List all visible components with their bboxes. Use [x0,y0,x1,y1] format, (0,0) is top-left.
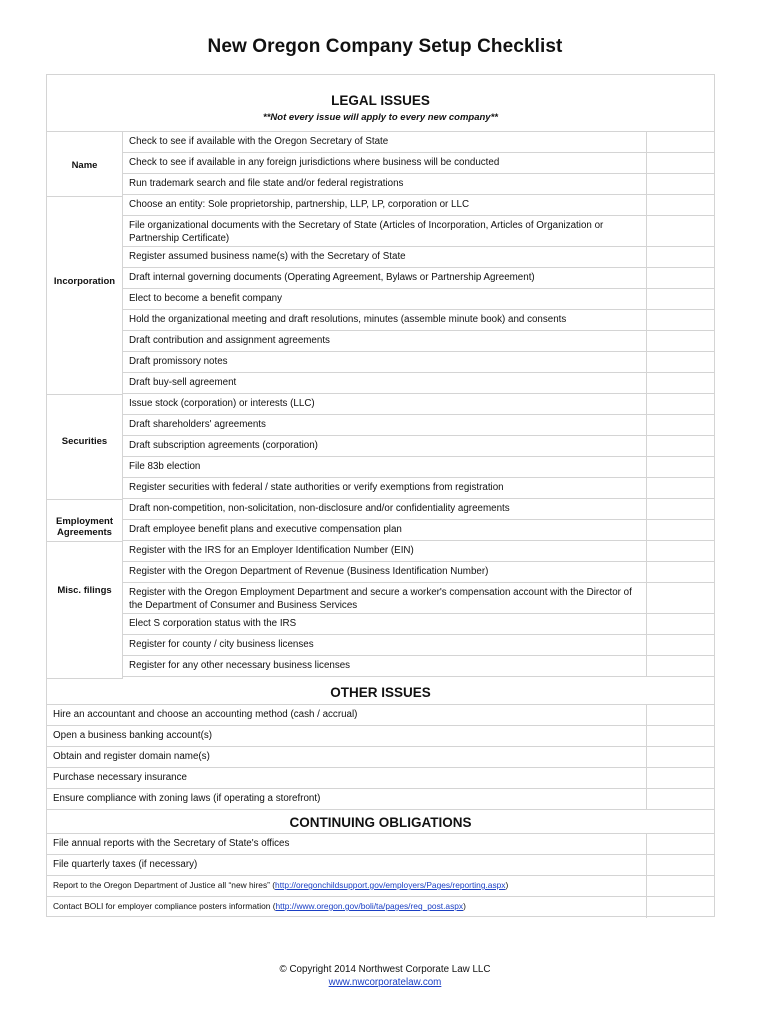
category-name [47,132,123,197]
item-text: Register with the Oregon Department of Revenue (Business Identification Number) [129,566,489,577]
checkbox-cell[interactable] [646,876,715,896]
copyright-text: © Copyright 2014 Northwest Corporate Law LLC [279,964,491,975]
item-text: File quarterly taxes (if necessary) [53,859,198,870]
checklist-row [47,855,714,876]
checklist-row [123,216,714,247]
checklist-row [47,726,714,747]
item-text: Draft buy-sell agreement [129,377,237,388]
item-text: Hire an accountant and choose an accounting method (cash / accrual) [53,709,358,720]
checkbox-cell[interactable] [646,436,715,456]
checklist-row [123,478,714,499]
checklist-row [47,747,714,768]
checkbox-cell[interactable] [646,726,715,746]
checklist-row [47,705,714,726]
checklist-row [123,352,714,373]
checklist-row [123,614,714,635]
item-text: Draft shareholders' agreements [129,419,266,430]
item-text: File organizational documents with the Secretary of State (Articles of Incorporation, Articles of Organization or Partnership Certificate) [129,220,604,244]
checkbox-cell[interactable] [646,268,715,288]
checkbox-cell[interactable] [646,352,715,372]
boli-posters-link[interactable]: http://www.oregon.gov/boli/ta/pages/req_post.aspx [275,901,464,911]
checkbox-cell[interactable] [646,855,715,875]
page-title: New Oregon Company Setup Checklist [207,36,563,57]
item-text: Register with the IRS for an Employer Identification Number (EIN) [129,545,414,556]
checkbox-cell[interactable] [646,289,715,309]
checklist-row [123,499,714,520]
checkbox-cell[interactable] [646,747,715,767]
checkbox-cell[interactable] [646,373,715,393]
checkbox-cell[interactable] [646,478,715,498]
checklist-row [123,457,714,478]
item-text: Ensure compliance with zoning laws (if operating a storefront) [53,793,321,804]
boli-text-end: ) [463,901,466,911]
category-incorporation-label: Incorporation [53,276,116,287]
checklist-row [123,174,714,195]
checklist-row [123,247,714,268]
checkbox-cell[interactable] [646,415,715,435]
checkbox-cell[interactable] [646,635,715,655]
checkbox-cell[interactable] [646,614,715,634]
checkbox-cell[interactable] [646,583,715,613]
category-employment-line2: Agreements [57,527,112,538]
checklist-row [123,268,714,289]
item-text: Run trademark search and file state and/or federal registrations [129,178,404,189]
item-text: Check to see if available with the Oregon Secretary of State [129,136,389,147]
checklist-row [123,436,714,457]
item-text: Draft non-competition, non-solicitation, non-disclosure and/or confidentiality agreements [129,503,510,514]
checklist-row [123,635,714,656]
checklist-row [123,583,714,614]
item-text: Check to see if available in any foreign jurisdictions where business will be conducted [129,157,500,168]
checkbox-cell[interactable] [646,834,715,854]
checklist-row [123,394,714,415]
item-text: Register assumed business name(s) with the Secretary of State [129,251,406,262]
item-text: Elect to become a benefit company [129,293,283,304]
checklist-row [123,415,714,436]
category-incorporation [47,197,123,395]
item-text: Open a business banking account(s) [53,730,213,741]
item-text: Register for county / city business licenses [129,639,314,650]
boli-text: Contact BOLI for employer compliance posters information ( [53,901,276,911]
item-text: Register securities with federal / state authorities or verify exemptions from registration [129,482,504,493]
checkbox-cell[interactable] [646,705,715,725]
checklist-row [123,153,714,174]
checkbox-cell[interactable] [646,656,715,676]
checkbox-cell[interactable] [646,897,715,918]
checkbox-cell[interactable] [646,394,715,414]
checklist-table [46,74,715,917]
checkbox-cell[interactable] [646,457,715,477]
item-text: Draft employee benefit plans and executive compensation plan [129,524,402,535]
checkbox-cell[interactable] [646,174,715,194]
checklist-row [123,562,714,583]
checklist-row [47,876,714,897]
category-name-label: Name [71,160,98,171]
checklist-row [123,310,714,331]
checklist-row [47,834,714,855]
checkbox-cell[interactable] [646,768,715,788]
checklist-row [47,897,714,918]
checklist-row [123,541,714,562]
doj-text: Report to the Oregon Department of Justice all “new hires” ( [53,880,276,890]
checklist-row [123,132,714,153]
checkbox-cell[interactable] [646,499,715,519]
checkbox-cell[interactable] [646,310,715,330]
checklist-row [47,789,714,810]
item-text: Elect S corporation status with the IRS [129,618,297,629]
checkbox-cell[interactable] [646,331,715,351]
checkbox-cell[interactable] [646,247,715,267]
checkbox-cell[interactable] [646,216,715,246]
item-text: Draft contribution and assignment agreements [129,335,330,346]
item-text: Register with the Oregon Employment Department and secure a worker's compensation account with the Director of the Department of Consumer and Business Services [129,587,632,611]
item-text: Draft internal governing documents (Operating Agreement, Bylaws or Partnership Agreement) [129,272,535,283]
item-text: File annual reports with the Secretary of State's offices [53,838,290,849]
category-employment-agreements [47,500,123,542]
checklist-row [123,331,714,352]
checkbox-cell[interactable] [646,153,715,173]
continuing-obligations-header [47,810,714,834]
item-text: Draft promissory notes [129,356,228,367]
checklist-row [123,373,714,394]
legal-issues-subheading: **Not every issue will apply to every new company** [263,112,498,123]
checklist-row [123,656,714,677]
checkbox-cell[interactable] [646,520,715,540]
checklist-row [123,289,714,310]
checklist-row [123,520,714,541]
category-securities-label: Securities [61,436,108,447]
checkbox-cell[interactable] [646,132,715,152]
item-text: Draft subscription agreements (corporation) [129,440,318,451]
checkbox-cell[interactable] [646,541,715,561]
legal-issues-header [47,75,714,132]
other-issues-heading: OTHER ISSUES [330,685,431,700]
item-text: Register for any other necessary business licenses [129,660,351,671]
category-misc-filings [47,542,123,679]
checkbox-cell[interactable] [646,562,715,582]
checklist-row [47,768,714,789]
checkbox-cell[interactable] [646,195,715,215]
item-text: File 83b election [129,461,201,472]
doj-text-end: ) [505,880,509,890]
checkbox-cell[interactable] [646,789,715,809]
doj-reporting-link[interactable]: http://oregonchildsupport.gov/employers/Pages/reporting.aspx [275,880,506,890]
category-employment-line1: Employment [55,516,113,527]
item-text: Purchase necessary insurance [53,772,187,783]
continuing-obligations-heading: CONTINUING OBLIGATIONS [289,815,472,830]
item-text: Hold the organizational meeting and draft resolutions, minutes (assemble minute book) and consents [129,314,567,325]
item-text [53,879,644,892]
other-issues-header [47,679,714,705]
category-misc-filings-label: Misc. filings [57,585,112,596]
item-text: Issue stock (corporation) or interests (LLC) [129,398,315,409]
item-text: Obtain and register domain name(s) [53,751,210,762]
footer [0,963,770,989]
item-text [53,900,644,913]
checklist-row [123,195,714,216]
website-link[interactable]: www.nwcorporatelaw.com [328,977,442,988]
legal-issues-heading: LEGAL ISSUES [331,93,430,108]
item-text: Choose an entity: Sole proprietorship, partnership, LLP, LP, corporation or LLC [129,199,470,210]
category-securities [47,395,123,500]
